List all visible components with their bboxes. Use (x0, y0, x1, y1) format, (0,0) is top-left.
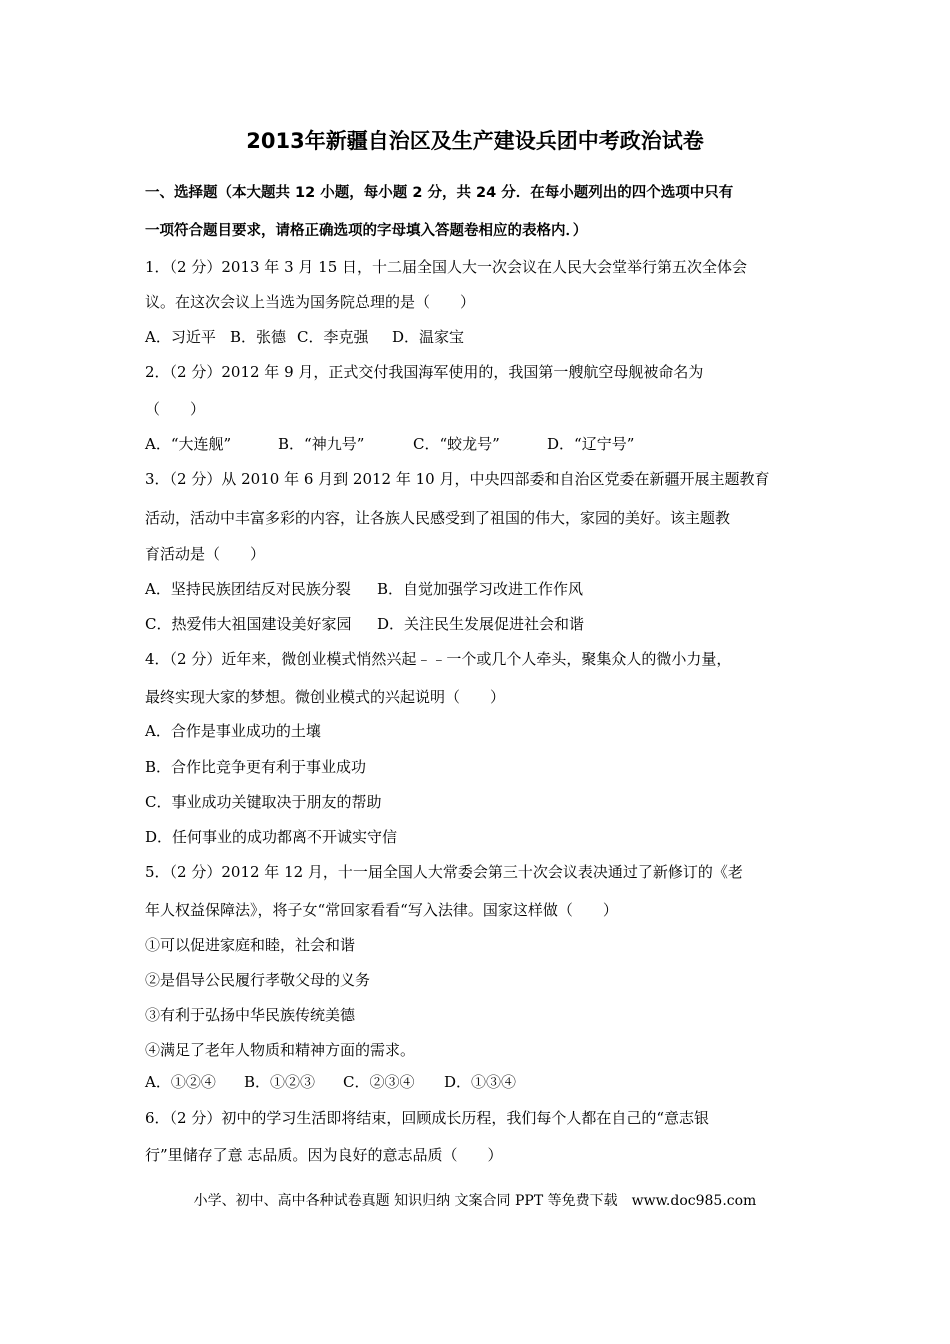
option-c: C．“蛟龙号” (413, 435, 500, 453)
option-d: D．“辽宁号” (547, 435, 635, 453)
statement-2: ②是倡导公民履行孝敬父母的义务 (145, 971, 371, 989)
option-c: C．事业成功关键取决于朋友的帮助 (145, 793, 382, 811)
option-d: D．温家宝 (392, 328, 465, 346)
option-d: D．关注民生发展促进社会和谐 (377, 615, 585, 633)
option-b: B．自觉加强学习改进工作作风 (377, 580, 584, 598)
question-6-stem: 6．（2 分）初中的学习生活即将结束，回顾成长历程，我们每个人都在自己的“意志银 (145, 1109, 710, 1127)
section-heading: 一、选择题（本大题共 12 小题，每小题 2 分，共 24 分．在每小题列出的四个选项中只有 (145, 185, 734, 201)
question-3-options-ab (145, 578, 810, 600)
question-1-stem: 1．（2 分）2013 年 3 月 15 日，十二届全国人大一次会议在人民大会堂举行第五次全体会 (145, 258, 748, 276)
section-heading-cont: 一项符合题目要求，请格正确选项的字母填入答题卷相应的表格内．） (145, 223, 588, 239)
question-1-stem-cont: 议。在这次会议上当选为国务院总理的是（ ） (145, 293, 476, 311)
option-a: A．“大连舰” (145, 435, 232, 453)
question-3-stem-cont2: 育活动是（ ） (145, 545, 266, 563)
option-a: A．①②④ (145, 1073, 216, 1091)
question-5-stem: 5．（2 分）2012 年 12 月，十一届全国人大常委会第三十次会议表决通过了新修订的《老 (145, 863, 743, 881)
question-3-stem: 3．（2 分）从 2010 年 6 月到 2012 年 10 月，中央四部委和自治区党委在新疆开展主题教育 (145, 470, 770, 488)
question-3-options-cd (145, 613, 810, 635)
statement-4: ④满足了老年人物质和精神方面的需求。 (145, 1041, 416, 1059)
option-d: D．①③④ (444, 1073, 517, 1091)
option-c: C．李克强 (297, 328, 369, 346)
statement-1: ①可以促进家庭和睦，社会和谐 (145, 936, 356, 954)
option-a: A．习近平 (145, 328, 216, 346)
question-4-stem: 4．（2 分）近年来，微创业模式悄然兴起﹣﹣一个或几个人牵头，聚集众人的微小力量， (145, 650, 732, 668)
option-b: B．合作比竞争更有利于事业成功 (145, 758, 367, 776)
question-2-stem-cont: （ ） (145, 400, 206, 418)
question-2-stem: 2．（2 分）2012 年 9 月，正式交付我国海军使用的，我国第一艘航空母舰被命名为 (145, 363, 704, 381)
option-d: D．任何事业的成功都离不开诚实守信 (145, 828, 398, 846)
page-title: 2013年新疆自治区及生产建设兵团中考政治试卷 (246, 129, 704, 153)
question-6-stem-cont: 行”里储存了意 志品质。因为良好的意志品质（ ） (145, 1146, 503, 1164)
question-4-stem-cont: 最终实现大家的梦想。微创业模式的兴起说明（ ） (145, 688, 506, 706)
question-2-options (145, 433, 810, 455)
question-5-stem-cont: 年人权益保障法》，将子女“常回家看看“写入法律。国家这样做（ ） (145, 901, 618, 919)
page-footer: 小学、初中、高中各种试卷真题 知识归纳 文案合同 PPT 等免费下载 www.doc985.com (193, 1193, 757, 1209)
question-5-options (145, 1071, 810, 1093)
option-b: B．“神九号” (278, 435, 365, 453)
option-a: A．合作是事业成功的土壤 (145, 722, 321, 740)
statement-3: ③有利于弘扬中华民族传统美德 (145, 1006, 356, 1024)
question-3-stem-cont: 活动，活动中丰富多彩的内容，让各族人民感受到了祖国的伟大，家园的美好。该主题教 (145, 509, 731, 527)
option-c: C．②③④ (343, 1073, 415, 1091)
question-1-options (145, 326, 810, 348)
option-b: B．①②③ (244, 1073, 316, 1091)
option-b: B．张德 (230, 328, 287, 346)
option-c: C．热爱伟大祖国建设美好家园 (145, 615, 352, 633)
option-a: A．坚持民族团结反对民族分裂 (145, 580, 351, 598)
